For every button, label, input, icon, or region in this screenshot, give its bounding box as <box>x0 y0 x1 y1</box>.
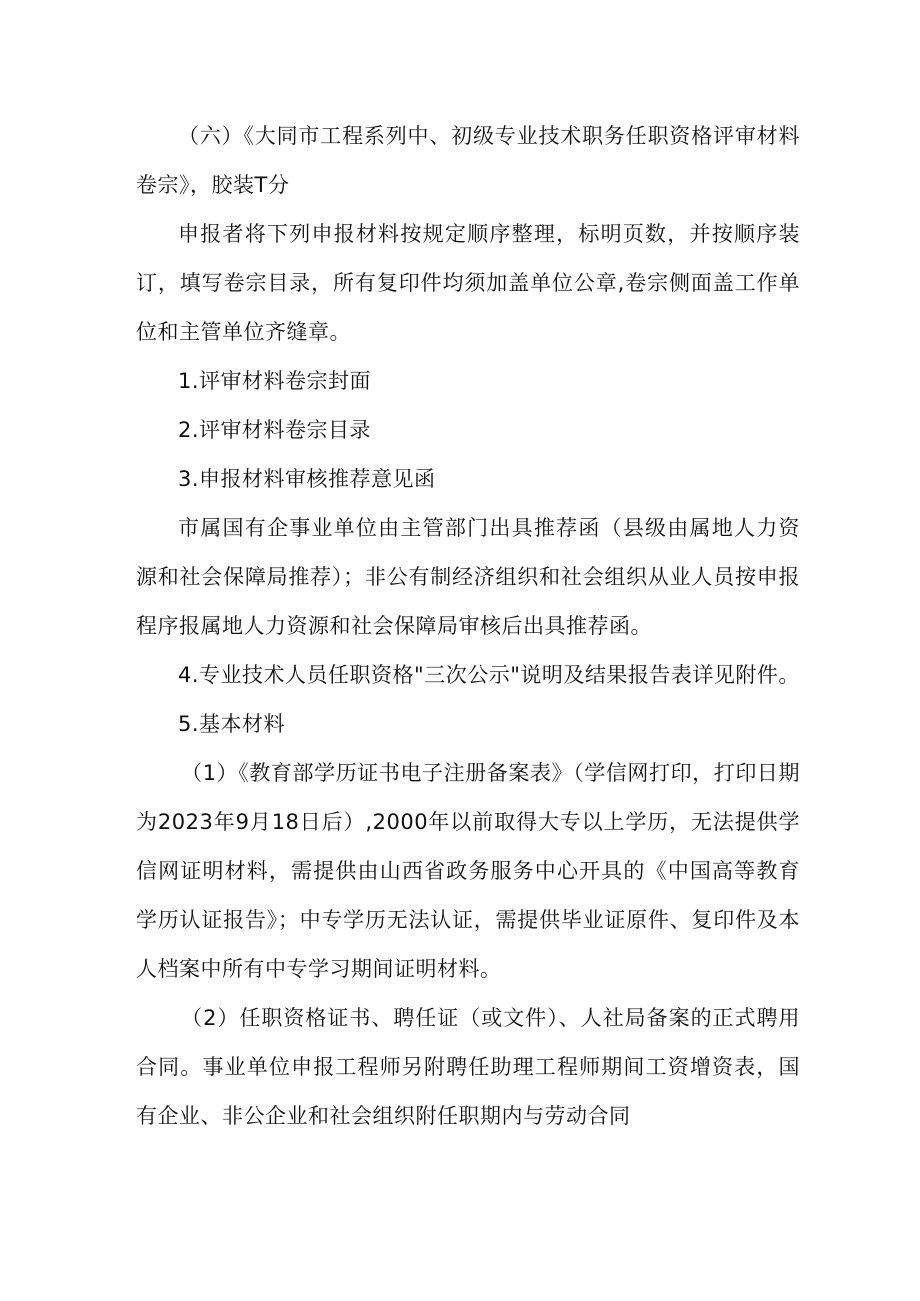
recommendation-paragraph: 市属国有企事业单位由主管部门出具推荐函（县级由属地人力资源和社会保障局推荐）；非公有制经济组织和社会组织从业人员按申报程序报属地人力资源和社会保障局审核后出具推荐函。 <box>136 516 800 638</box>
instruction-paragraph: 申报者将下列申报材料按规定顺序整理，标明页数，并按顺序装订，填写卷宗目录，所有复印件均须加盖单位公章,卷宗侧面盖工作单位和主管单位齐缝章。 <box>136 222 800 344</box>
sub-item-1: （1）《教育部学历证书电子注册备案表》（学信网打印，打印日期为2023年9月18日后）,2000年以前取得大专以上学历，无法提供学信网证明材料，需提供由山西省政务服务中心开具的《中国高等教育学历认证报告》；中专学历无法认证，需提供毕业证原件、复印件及本人档案中所有中专学习期间证明材料。 <box>136 761 800 981</box>
sub-item-2: （2）任职资格证书、聘任证（或文件）、人社局备案的正式聘用合同。事业单位申报工程师另附聘任助理工程师期间工资增资表，国有企业、非公企业和社会组织附任职期内与劳动合同 <box>136 1006 800 1128</box>
list-item-5: 5.基本材料 <box>178 712 286 736</box>
list-item-1: 1.评审材料卷宗封面 <box>178 369 372 393</box>
list-item-3: 3.申报材料审核推荐意见函 <box>178 467 436 491</box>
list-item-2: 2.评审材料卷宗目录 <box>178 418 372 442</box>
document-body <box>136 112 800 1141</box>
list-item-4: 4.专业技术人员任职资格"三次公示"说明及结果报告表详见附件。 <box>178 663 800 687</box>
section-heading-6: （六）《大同市工程系列中、初级专业技术职务任职资格评审材料卷宗》，胶装T分 <box>136 124 800 197</box>
